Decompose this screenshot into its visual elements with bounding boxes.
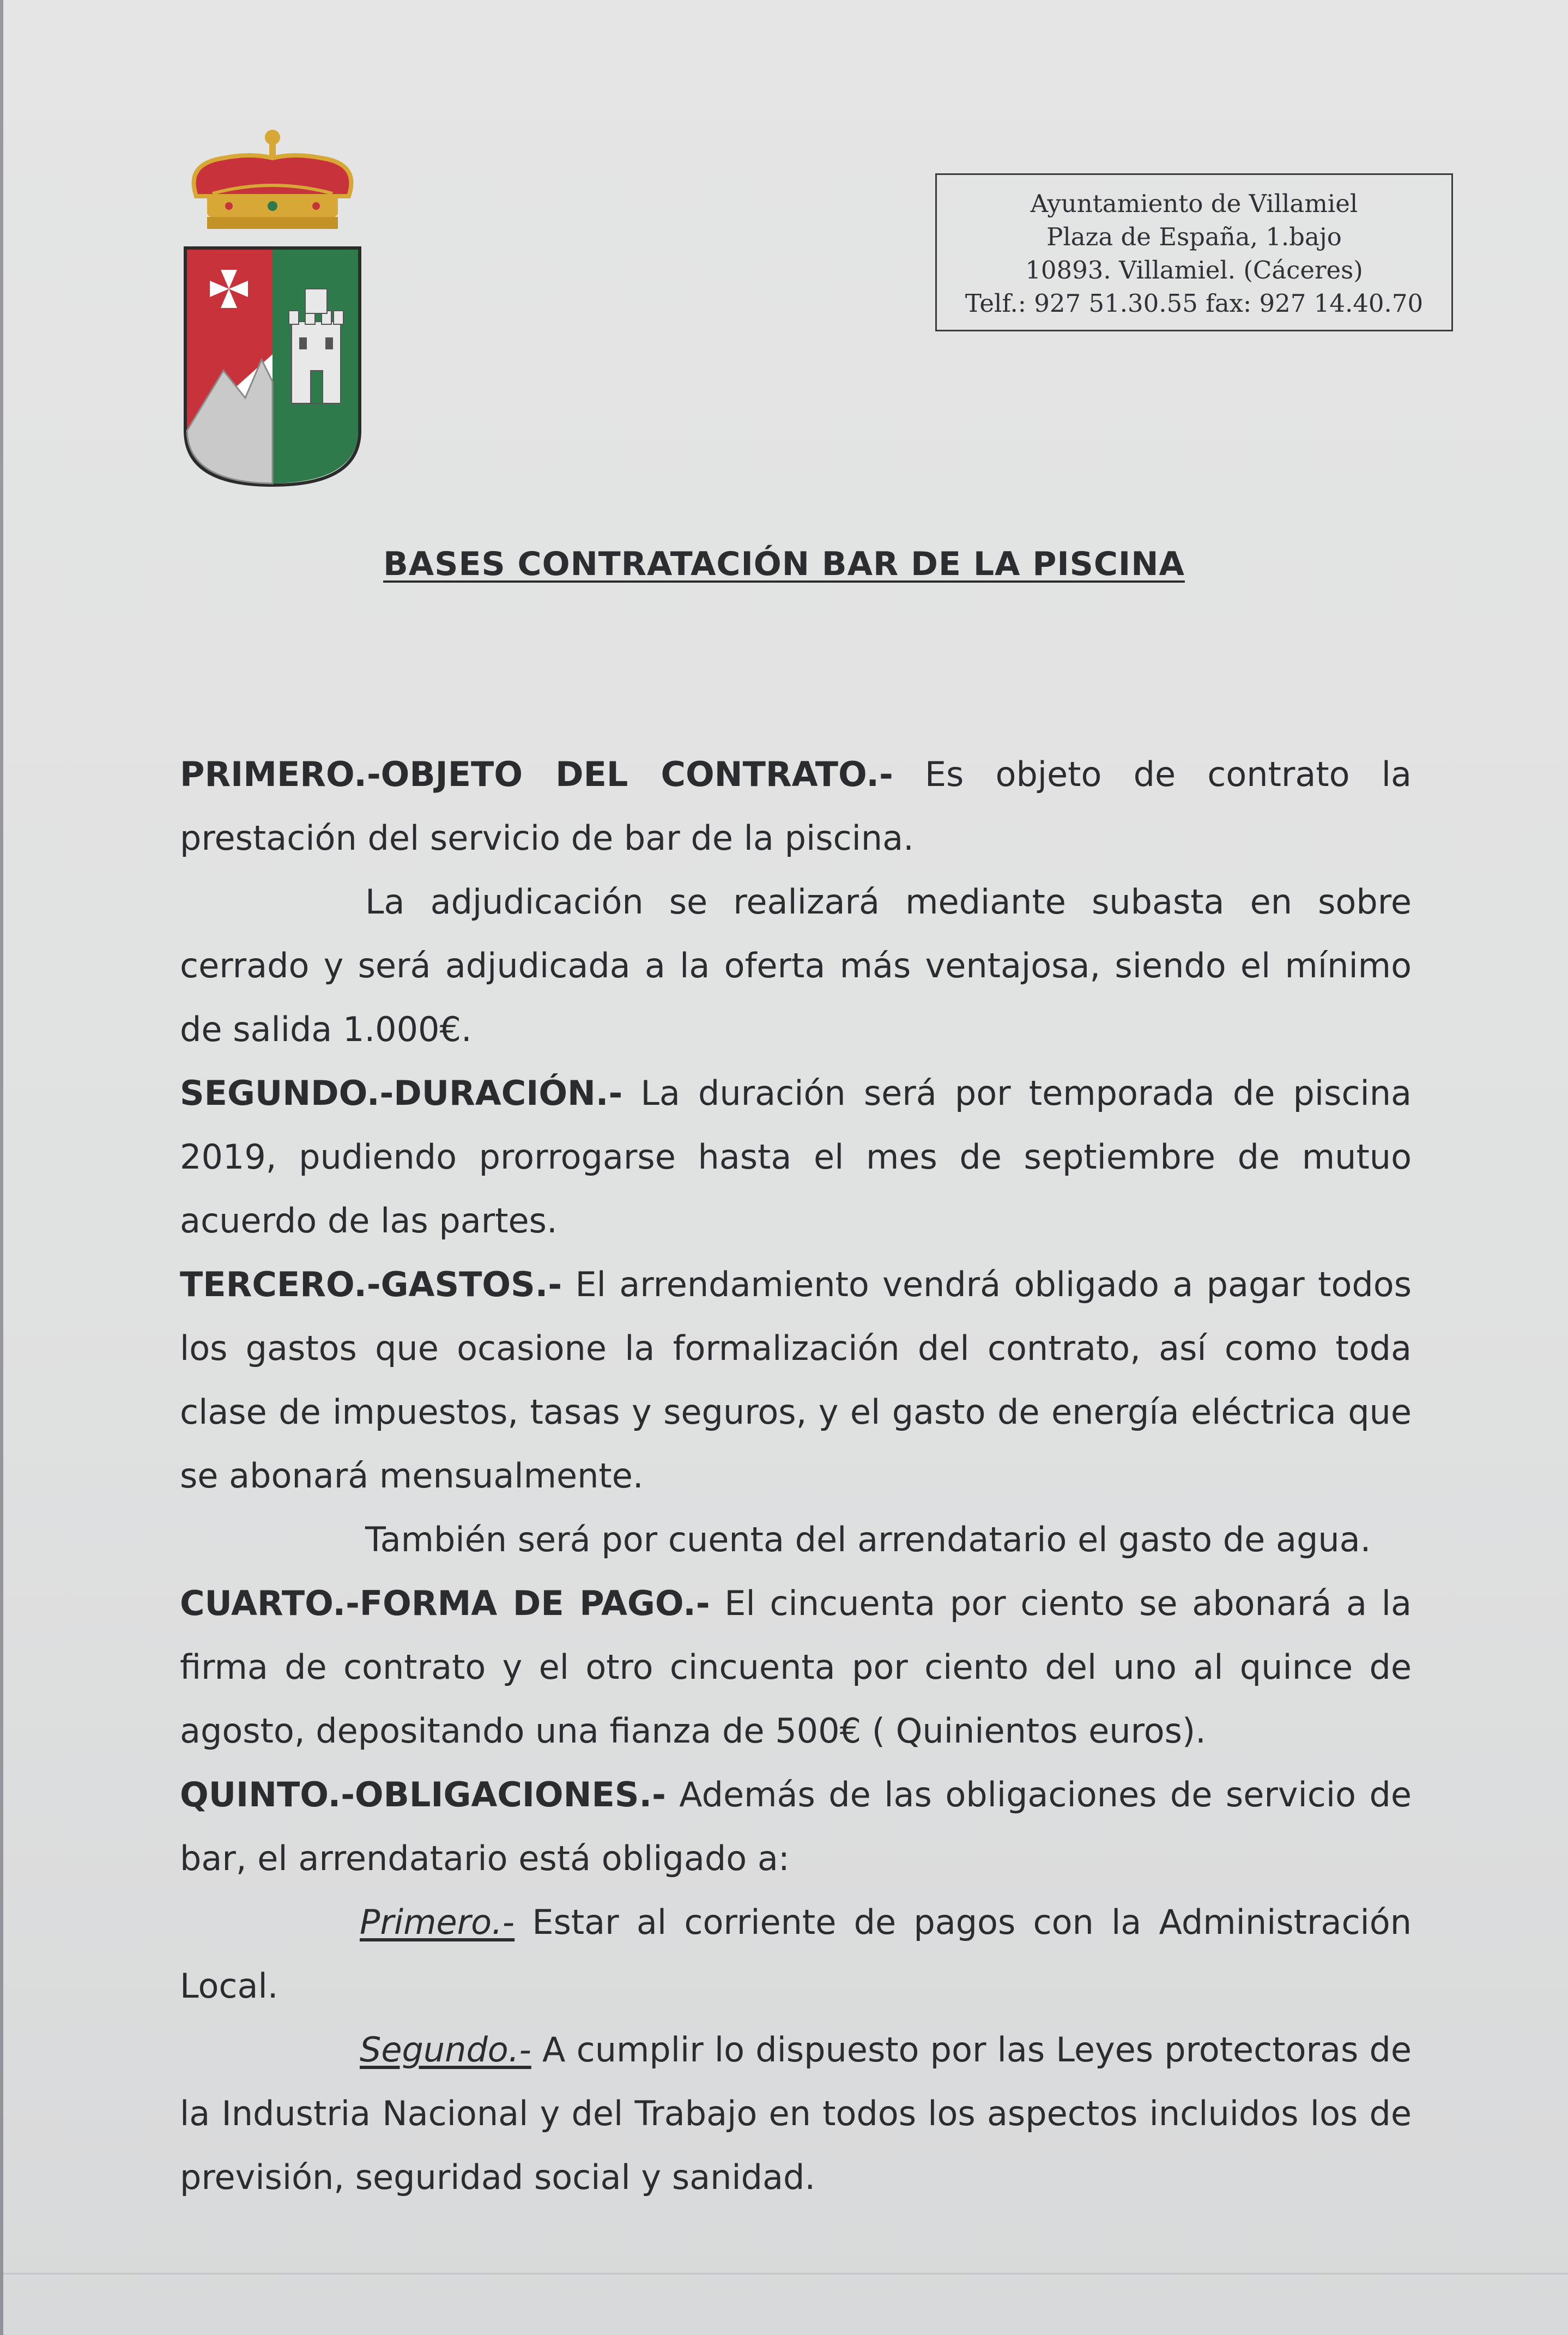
coat-of-arms-emblem: [174, 125, 382, 496]
section-heading: TERCERO.-GASTOS.-: [180, 1265, 562, 1304]
item-label: Primero.-: [360, 1902, 515, 1942]
section-heading: SEGUNDO.-DURACIÓN.-: [180, 1073, 623, 1113]
item-text: Estar al corriente de pagos con la Administración Local.: [180, 1902, 1412, 2006]
section-text: El cincuenta por ciento se abonará a la firma de contrato y el otro cincuenta por ciento del uno al quince de agosto, depositando una fianza de 500€ ( Quinientos euros).: [180, 1583, 1412, 1751]
paper-fold-line: [0, 2273, 1568, 2274]
section-heading: QUINTO.-OBLIGACIONES.-: [180, 1775, 666, 1814]
section-text: Es objeto de contrato la prestación del servicio de bar de la piscina.: [180, 754, 1412, 858]
section-heading: CUARTO.-FORMA DE PAGO.-: [180, 1583, 710, 1623]
document-title: BASES CONTRATACIÓN BAR DE LA PISCINA: [383, 545, 1185, 583]
section-tercero: [180, 1253, 1412, 1508]
section-cuarto: [180, 1571, 1412, 1763]
obligation-item-2: [180, 2018, 1412, 2209]
crown-icon: [194, 130, 352, 229]
page-edge-shadow: [0, 0, 3, 2335]
item-text: A cumplir lo dispuesto por las Leyes protectoras de la Industria Nacional y del Trabajo en todos los aspectos incluidos los de previsión, seguridad social y sanidad.: [180, 2030, 1412, 2197]
address-box: [935, 173, 1453, 331]
section-heading: PRIMERO.-OBJETO DEL CONTRATO.-: [180, 754, 893, 794]
section-text: El arrendamiento vendrá obligado a pagar todos los gastos que ocasione la formalización del contrato, así como toda clase de impuestos, tasas y seguros, y el gasto de energía eléctrica que se abonará mensualmente.: [180, 1265, 1412, 1496]
document-body: [180, 742, 1412, 2209]
address-line: 10893. Villamiel. (Cáceres): [1025, 256, 1363, 285]
shield-icon: [185, 248, 360, 485]
section-primero: [180, 742, 1412, 870]
section-text: La duración será por temporada de piscina 2019, pudiendo prorrogarse hasta el mes de septiembre de mutuo acuerdo de las partes.: [180, 1073, 1412, 1241]
address-line: Ayuntamiento de Villamiel: [1030, 189, 1358, 218]
address-phone-fax: Telf.: 927 51.30.55 fax: 927 14.40.70: [965, 289, 1424, 318]
section-segundo: [180, 1061, 1412, 1253]
obligation-item-1: [180, 1890, 1412, 2018]
address-line: Plaza de España, 1.bajo: [1046, 222, 1342, 251]
section-primero-paragraph: La adjudicación se realizará mediante subasta en sobre cerrado y será adjudicada a la oferta más ventajosa, siendo el mínimo de salida 1.000€.: [180, 882, 1412, 1049]
section-text: Además de las obligaciones de servicio de bar, el arrendatario está obligado a:: [180, 1775, 1412, 1878]
section-quinto: [180, 1763, 1412, 1890]
section-tercero-paragraph: También será por cuenta del arrendatario el gasto de agua.: [365, 1520, 1371, 1559]
item-label: Segundo.-: [360, 2030, 531, 2070]
